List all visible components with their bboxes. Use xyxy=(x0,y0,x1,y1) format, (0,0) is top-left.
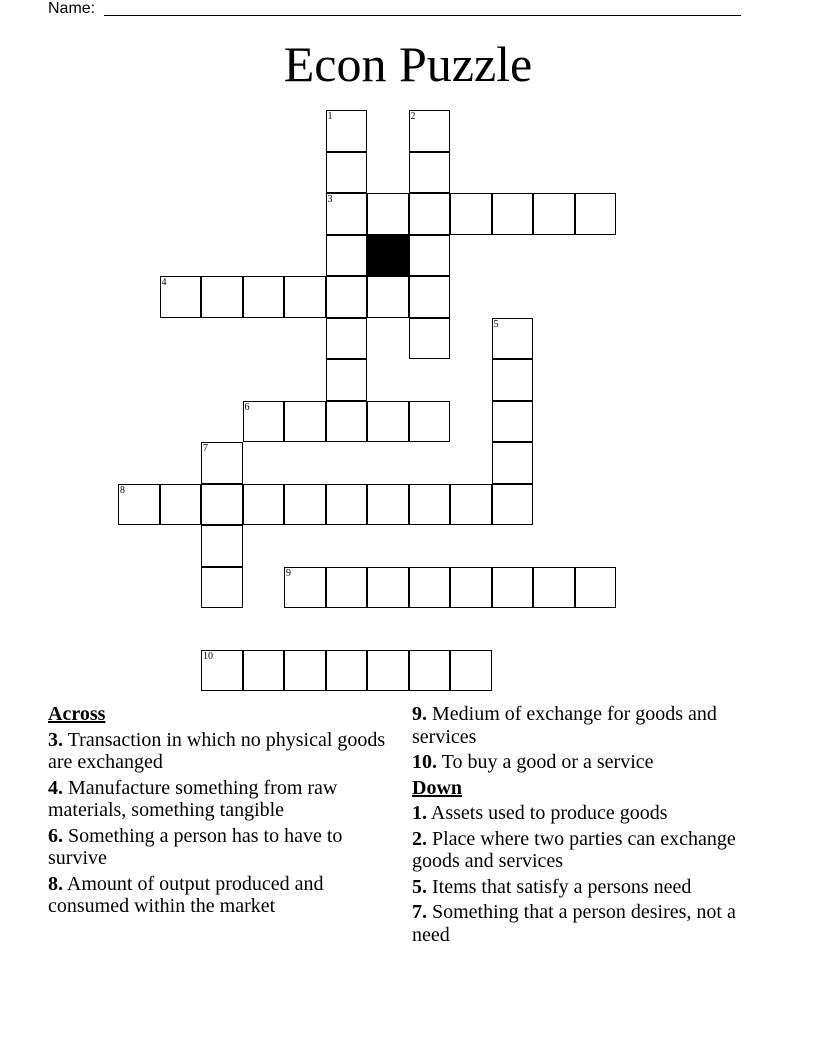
clue-text: Assets used to produce goods xyxy=(430,802,668,824)
clue-number: 7. xyxy=(412,901,427,923)
crossword-cell[interactable] xyxy=(492,359,534,401)
crossword-cell[interactable] xyxy=(533,193,575,235)
clue-text: Something that a person desires, not a need xyxy=(412,901,736,946)
crossword-cell[interactable] xyxy=(367,567,409,609)
down-clue-2 xyxy=(412,828,752,873)
crossword-cell[interactable] xyxy=(575,193,617,235)
down-heading: Down xyxy=(412,776,463,799)
clue-number: 5. xyxy=(412,875,427,898)
clue-number: 8. xyxy=(48,872,63,895)
crossword-cell[interactable] xyxy=(409,650,451,692)
clue-text: Something a person has to have to survive xyxy=(48,824,343,869)
crossword-cell[interactable] xyxy=(492,484,534,526)
crossword-cell[interactable] xyxy=(160,484,202,526)
crossword-cell[interactable] xyxy=(409,110,451,152)
crossword-black-cell xyxy=(367,235,409,277)
crossword-cell[interactable] xyxy=(284,276,326,318)
clue-number: 3. xyxy=(48,728,63,751)
down-clue-7 xyxy=(412,901,752,946)
crossword-cell[interactable] xyxy=(201,276,243,318)
clue-text: Medium of exchange for goods and services xyxy=(412,703,717,748)
crossword-cell[interactable] xyxy=(492,567,534,609)
crossword-cell[interactable] xyxy=(367,484,409,526)
crossword-cell[interactable] xyxy=(367,193,409,235)
cell-number: 10 xyxy=(203,650,213,662)
crossword-cell[interactable] xyxy=(533,567,575,609)
down-clue-1 xyxy=(412,802,752,825)
crossword-cell[interactable] xyxy=(450,484,492,526)
down-clue-5 xyxy=(412,876,752,899)
crossword-cell[interactable] xyxy=(284,567,326,609)
crossword-cell[interactable] xyxy=(326,110,368,152)
clue-number: 10. xyxy=(412,751,437,773)
crossword-cell[interactable] xyxy=(243,484,285,526)
crossword-cell[interactable] xyxy=(492,442,534,484)
crossword-cell[interactable] xyxy=(326,401,368,443)
crossword-cell[interactable] xyxy=(201,484,243,526)
clue-number: 9. xyxy=(412,703,427,725)
crossword-cell[interactable] xyxy=(409,484,451,526)
crossword-cell[interactable] xyxy=(450,650,492,692)
crossword-cell[interactable] xyxy=(201,442,243,484)
across-clue-8 xyxy=(48,873,388,918)
crossword-cell[interactable] xyxy=(160,276,202,318)
across-clue-9 xyxy=(412,703,752,748)
cell-number: 2 xyxy=(410,111,416,122)
crossword-cell[interactable] xyxy=(367,276,409,318)
name-label: Name: xyxy=(48,0,96,17)
crossword-cell[interactable] xyxy=(326,318,368,360)
crossword-cell[interactable] xyxy=(367,401,409,443)
crossword-cell[interactable] xyxy=(450,567,492,609)
crossword-cell[interactable] xyxy=(326,193,368,235)
cell-number: 6 xyxy=(244,401,250,413)
clue-text: Place where two parties can exchange goods and services xyxy=(412,827,736,872)
cell-number: 9 xyxy=(286,567,291,579)
clue-number: 4. xyxy=(48,776,63,799)
cell-number: 7 xyxy=(203,443,208,454)
cell-number: 4 xyxy=(161,277,167,288)
crossword-cell[interactable] xyxy=(409,318,451,360)
crossword-cell[interactable] xyxy=(409,276,451,318)
crossword-cell[interactable] xyxy=(492,318,534,360)
cell-number: 5 xyxy=(493,318,499,330)
clue-text: Transaction in which no physical goods are exchanged xyxy=(48,728,386,773)
crossword-cell[interactable] xyxy=(575,567,617,609)
cell-number: 1 xyxy=(327,111,333,122)
crossword-cell[interactable] xyxy=(326,650,368,692)
crossword-cell[interactable] xyxy=(409,152,451,194)
crossword-cell[interactable] xyxy=(492,193,534,235)
clue-number: 2. xyxy=(412,827,427,850)
crossword-cell[interactable] xyxy=(492,401,534,443)
clues-column-right xyxy=(412,703,752,949)
clue-number: 6. xyxy=(48,824,63,847)
crossword-cell[interactable] xyxy=(243,401,285,443)
crossword-cell[interactable] xyxy=(243,276,285,318)
cell-number: 3 xyxy=(327,194,333,205)
crossword-cell[interactable] xyxy=(284,650,326,692)
crossword-cell[interactable] xyxy=(409,193,451,235)
crossword-cell[interactable] xyxy=(201,650,243,692)
crossword-cell[interactable] xyxy=(201,525,243,567)
crossword-cell[interactable] xyxy=(326,276,368,318)
crossword-cell[interactable] xyxy=(326,567,368,609)
clues-column-left xyxy=(48,703,388,921)
cell-number: 8 xyxy=(120,484,125,496)
crossword-cell[interactable] xyxy=(118,484,160,526)
clue-text: Items that satisfy a persons need xyxy=(432,875,692,898)
clue-text: To buy a good or a service xyxy=(441,751,654,773)
crossword-cell[interactable] xyxy=(450,193,492,235)
crossword-cell[interactable] xyxy=(284,401,326,443)
crossword-cell[interactable] xyxy=(201,567,243,609)
crossword-cell[interactable] xyxy=(326,359,368,401)
crossword-cell[interactable] xyxy=(243,650,285,692)
clue-text: Amount of output produced and consumed within the market xyxy=(48,872,324,917)
across-heading: Across xyxy=(48,703,106,725)
crossword-cell[interactable] xyxy=(326,152,368,194)
crossword-cell[interactable] xyxy=(367,650,409,692)
across-clue-3 xyxy=(48,729,388,774)
clue-number: 1. xyxy=(412,802,427,824)
clue-text: Manufacture something from raw materials, something tangible xyxy=(48,776,338,821)
crossword-cell[interactable] xyxy=(409,401,451,443)
crossword-cell[interactable] xyxy=(409,567,451,609)
crossword-cell[interactable] xyxy=(326,235,368,277)
page-title: Econ Puzzle xyxy=(283,36,533,92)
crossword-cell[interactable] xyxy=(284,484,326,526)
crossword-cell[interactable] xyxy=(326,484,368,526)
across-clue-4 xyxy=(48,777,388,822)
across-clue-6 xyxy=(48,825,388,870)
crossword-cell[interactable] xyxy=(409,235,451,277)
across-clue-10 xyxy=(412,751,752,774)
